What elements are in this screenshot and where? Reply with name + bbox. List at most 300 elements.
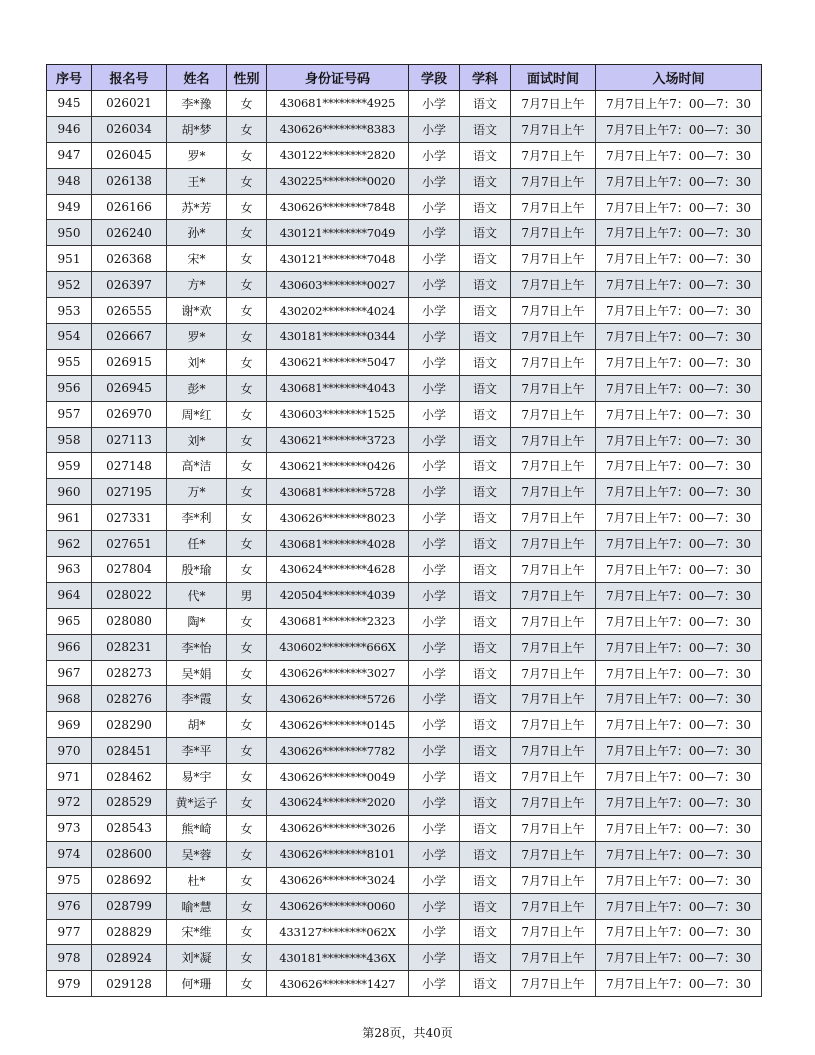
cell-subject: 语文	[460, 91, 511, 117]
cell-gender: 女	[227, 686, 267, 712]
cell-interview-time: 7月7日上午	[511, 764, 596, 790]
cell-subject: 语文	[460, 531, 511, 557]
cell-stage: 小学	[409, 531, 460, 557]
cell-subject: 语文	[460, 349, 511, 375]
cell-name: 刘*凝	[167, 945, 227, 971]
cell-interview-time: 7月7日上午	[511, 91, 596, 117]
cell-subject: 语文	[460, 582, 511, 608]
cell-entry-time: 7月7日上午7：00—7：30	[596, 608, 762, 634]
cell-stage: 小学	[409, 582, 460, 608]
cell-reg-no: 028022	[92, 582, 167, 608]
cell-name: 宋*	[167, 246, 227, 272]
cell-seq: 955	[47, 349, 92, 375]
cell-seq: 951	[47, 246, 92, 272]
cell-subject: 语文	[460, 453, 511, 479]
cell-name: 苏*芳	[167, 194, 227, 220]
cell-name: 喻*慧	[167, 893, 227, 919]
cell-id-number: 430621********0426	[267, 453, 409, 479]
cell-id-number: 430624********4628	[267, 557, 409, 583]
cell-seq: 979	[47, 971, 92, 997]
cell-reg-no: 026138	[92, 168, 167, 194]
cell-reg-no: 028451	[92, 738, 167, 764]
cell-id-number: 430626********8383	[267, 116, 409, 142]
cell-seq: 956	[47, 375, 92, 401]
cell-id-number: 430603********0027	[267, 272, 409, 298]
cell-seq: 949	[47, 194, 92, 220]
cell-name: 彭*	[167, 375, 227, 401]
cell-reg-no: 026368	[92, 246, 167, 272]
cell-interview-time: 7月7日上午	[511, 479, 596, 505]
table-row	[47, 427, 762, 453]
cell-name: 胡*梦	[167, 116, 227, 142]
cell-interview-time: 7月7日上午	[511, 867, 596, 893]
cell-interview-time: 7月7日上午	[511, 582, 596, 608]
cell-seq: 977	[47, 919, 92, 945]
cell-entry-time: 7月7日上午7：00—7：30	[596, 790, 762, 816]
cell-gender: 女	[227, 841, 267, 867]
cell-seq: 963	[47, 557, 92, 583]
cell-id-number: 430626********3027	[267, 660, 409, 686]
cell-name: 方*	[167, 272, 227, 298]
cell-stage: 小学	[409, 453, 460, 479]
cell-name: 王*	[167, 168, 227, 194]
cell-stage: 小学	[409, 220, 460, 246]
cell-name: 刘*	[167, 349, 227, 375]
cell-interview-time: 7月7日上午	[511, 841, 596, 867]
cell-gender: 女	[227, 712, 267, 738]
cell-subject: 语文	[460, 686, 511, 712]
table-row	[47, 505, 762, 531]
cell-seq: 952	[47, 272, 92, 298]
cell-seq: 953	[47, 298, 92, 324]
table-row	[47, 712, 762, 738]
cell-id-number: 430122********2820	[267, 142, 409, 168]
cell-id-number: 433127********062X	[267, 919, 409, 945]
header-interview-time: 面试时间	[511, 65, 596, 91]
cell-entry-time: 7月7日上午7：00—7：30	[596, 764, 762, 790]
cell-subject: 语文	[460, 660, 511, 686]
table-row	[47, 945, 762, 971]
cell-reg-no: 026166	[92, 194, 167, 220]
table-row	[47, 349, 762, 375]
cell-id-number: 430624********2020	[267, 790, 409, 816]
cell-gender: 女	[227, 427, 267, 453]
page-footer: 第28页，共40页	[362, 1026, 453, 1040]
cell-gender: 女	[227, 142, 267, 168]
cell-seq: 970	[47, 738, 92, 764]
cell-subject: 语文	[460, 893, 511, 919]
cell-interview-time: 7月7日上午	[511, 686, 596, 712]
cell-reg-no: 026915	[92, 349, 167, 375]
cell-gender: 女	[227, 298, 267, 324]
cell-subject: 语文	[460, 220, 511, 246]
cell-id-number: 430681********4925	[267, 91, 409, 117]
cell-subject: 语文	[460, 815, 511, 841]
cell-stage: 小学	[409, 272, 460, 298]
cell-name: 孙*	[167, 220, 227, 246]
cell-id-number: 430202********4024	[267, 298, 409, 324]
table-row	[47, 971, 762, 997]
cell-entry-time: 7月7日上午7：00—7：30	[596, 919, 762, 945]
cell-id-number: 430621********3723	[267, 427, 409, 453]
cell-reg-no: 027113	[92, 427, 167, 453]
cell-entry-time: 7月7日上午7：00—7：30	[596, 375, 762, 401]
cell-reg-no: 026667	[92, 324, 167, 350]
cell-id-number: 430626********5726	[267, 686, 409, 712]
cell-stage: 小学	[409, 945, 460, 971]
cell-interview-time: 7月7日上午	[511, 194, 596, 220]
cell-reg-no: 028600	[92, 841, 167, 867]
cell-name: 高*洁	[167, 453, 227, 479]
cell-interview-time: 7月7日上午	[511, 401, 596, 427]
cell-stage: 小学	[409, 867, 460, 893]
cell-name: 谢*欢	[167, 298, 227, 324]
cell-stage: 小学	[409, 815, 460, 841]
cell-id-number: 430626********3024	[267, 867, 409, 893]
table-row	[47, 298, 762, 324]
cell-subject: 语文	[460, 401, 511, 427]
cell-id-number: 430225********0020	[267, 168, 409, 194]
cell-subject: 语文	[460, 738, 511, 764]
cell-subject: 语文	[460, 505, 511, 531]
cell-name: 吴*蓉	[167, 841, 227, 867]
cell-reg-no: 028462	[92, 764, 167, 790]
table-row	[47, 841, 762, 867]
cell-id-number: 430626********8023	[267, 505, 409, 531]
cell-reg-no: 026555	[92, 298, 167, 324]
cell-reg-no: 028290	[92, 712, 167, 738]
cell-interview-time: 7月7日上午	[511, 298, 596, 324]
cell-gender: 女	[227, 479, 267, 505]
cell-id-number: 430602********666X	[267, 634, 409, 660]
cell-name: 杜*	[167, 867, 227, 893]
cell-entry-time: 7月7日上午7：00—7：30	[596, 194, 762, 220]
table-row	[47, 142, 762, 168]
cell-stage: 小学	[409, 427, 460, 453]
cell-reg-no: 026021	[92, 91, 167, 117]
cell-interview-time: 7月7日上午	[511, 505, 596, 531]
cell-seq: 960	[47, 479, 92, 505]
cell-gender: 女	[227, 738, 267, 764]
table-row	[47, 479, 762, 505]
cell-reg-no: 026240	[92, 220, 167, 246]
cell-interview-time: 7月7日上午	[511, 116, 596, 142]
cell-reg-no: 028924	[92, 945, 167, 971]
cell-subject: 语文	[460, 142, 511, 168]
header-name: 姓名	[167, 65, 227, 91]
cell-subject: 语文	[460, 919, 511, 945]
cell-reg-no: 026034	[92, 116, 167, 142]
cell-name: 李*霞	[167, 686, 227, 712]
cell-reg-no: 027148	[92, 453, 167, 479]
cell-seq: 957	[47, 401, 92, 427]
table-row	[47, 557, 762, 583]
cell-entry-time: 7月7日上午7：00—7：30	[596, 453, 762, 479]
cell-seq: 966	[47, 634, 92, 660]
cell-stage: 小学	[409, 557, 460, 583]
cell-gender: 女	[227, 453, 267, 479]
cell-gender: 女	[227, 919, 267, 945]
cell-entry-time: 7月7日上午7：00—7：30	[596, 116, 762, 142]
cell-gender: 女	[227, 272, 267, 298]
cell-gender: 女	[227, 505, 267, 531]
cell-interview-time: 7月7日上午	[511, 634, 596, 660]
cell-name: 黄*运子	[167, 790, 227, 816]
cell-seq: 945	[47, 91, 92, 117]
cell-name: 吴*娟	[167, 660, 227, 686]
table-row	[47, 608, 762, 634]
cell-id-number: 430603********1525	[267, 401, 409, 427]
cell-id-number: 430121********7048	[267, 246, 409, 272]
cell-id-number: 430626********3026	[267, 815, 409, 841]
cell-reg-no: 028799	[92, 893, 167, 919]
cell-reg-no: 028543	[92, 815, 167, 841]
cell-reg-no: 027804	[92, 557, 167, 583]
cell-seq: 948	[47, 168, 92, 194]
cell-stage: 小学	[409, 608, 460, 634]
cell-subject: 语文	[460, 841, 511, 867]
cell-entry-time: 7月7日上午7：00—7：30	[596, 91, 762, 117]
cell-gender: 女	[227, 531, 267, 557]
cell-stage: 小学	[409, 919, 460, 945]
cell-reg-no: 028529	[92, 790, 167, 816]
cell-name: 李*豫	[167, 91, 227, 117]
cell-interview-time: 7月7日上午	[511, 168, 596, 194]
cell-seq: 972	[47, 790, 92, 816]
cell-gender: 女	[227, 815, 267, 841]
cell-name: 罗*	[167, 142, 227, 168]
header-id-number: 身份证号码	[267, 65, 409, 91]
table-row	[47, 764, 762, 790]
cell-entry-time: 7月7日上午7：00—7：30	[596, 841, 762, 867]
cell-reg-no: 026397	[92, 272, 167, 298]
cell-subject: 语文	[460, 712, 511, 738]
table-row	[47, 401, 762, 427]
cell-reg-no: 028080	[92, 608, 167, 634]
header-gender: 性别	[227, 65, 267, 91]
cell-seq: 975	[47, 867, 92, 893]
cell-interview-time: 7月7日上午	[511, 608, 596, 634]
cell-name: 殷*瑜	[167, 557, 227, 583]
cell-reg-no: 029128	[92, 971, 167, 997]
cell-entry-time: 7月7日上午7：00—7：30	[596, 401, 762, 427]
cell-id-number: 430626********8101	[267, 841, 409, 867]
cell-gender: 女	[227, 557, 267, 583]
table-row	[47, 582, 762, 608]
cell-interview-time: 7月7日上午	[511, 790, 596, 816]
cell-interview-time: 7月7日上午	[511, 324, 596, 350]
cell-name: 李*利	[167, 505, 227, 531]
cell-name: 李*怡	[167, 634, 227, 660]
table-row	[47, 738, 762, 764]
cell-seq: 965	[47, 608, 92, 634]
cell-subject: 语文	[460, 608, 511, 634]
cell-interview-time: 7月7日上午	[511, 142, 596, 168]
cell-subject: 语文	[460, 272, 511, 298]
cell-gender: 女	[227, 375, 267, 401]
cell-stage: 小学	[409, 893, 460, 919]
cell-subject: 语文	[460, 375, 511, 401]
cell-interview-time: 7月7日上午	[511, 893, 596, 919]
cell-stage: 小学	[409, 479, 460, 505]
cell-subject: 语文	[460, 168, 511, 194]
cell-stage: 小学	[409, 168, 460, 194]
cell-interview-time: 7月7日上午	[511, 375, 596, 401]
table-row	[47, 116, 762, 142]
table-row	[47, 893, 762, 919]
cell-id-number: 430681********5728	[267, 479, 409, 505]
cell-seq: 976	[47, 893, 92, 919]
cell-seq: 978	[47, 945, 92, 971]
cell-id-number: 430626********7848	[267, 194, 409, 220]
cell-stage: 小学	[409, 660, 460, 686]
table-row	[47, 220, 762, 246]
cell-name: 罗*	[167, 324, 227, 350]
cell-subject: 语文	[460, 194, 511, 220]
cell-name: 代*	[167, 582, 227, 608]
table-row	[47, 168, 762, 194]
cell-interview-time: 7月7日上午	[511, 919, 596, 945]
cell-gender: 女	[227, 194, 267, 220]
table-row	[47, 324, 762, 350]
cell-gender: 女	[227, 608, 267, 634]
cell-id-number: 430626********0060	[267, 893, 409, 919]
cell-reg-no: 027331	[92, 505, 167, 531]
cell-name: 宋*维	[167, 919, 227, 945]
table-row	[47, 660, 762, 686]
cell-gender: 女	[227, 349, 267, 375]
cell-seq: 969	[47, 712, 92, 738]
cell-reg-no: 027195	[92, 479, 167, 505]
cell-stage: 小学	[409, 634, 460, 660]
cell-seq: 958	[47, 427, 92, 453]
cell-subject: 语文	[460, 324, 511, 350]
cell-entry-time: 7月7日上午7：00—7：30	[596, 324, 762, 350]
cell-reg-no: 028692	[92, 867, 167, 893]
cell-entry-time: 7月7日上午7：00—7：30	[596, 246, 762, 272]
cell-gender: 女	[227, 634, 267, 660]
cell-entry-time: 7月7日上午7：00—7：30	[596, 479, 762, 505]
cell-seq: 947	[47, 142, 92, 168]
cell-stage: 小学	[409, 841, 460, 867]
cell-name: 何*珊	[167, 971, 227, 997]
cell-gender: 女	[227, 660, 267, 686]
cell-entry-time: 7月7日上午7：00—7：30	[596, 220, 762, 246]
cell-interview-time: 7月7日上午	[511, 531, 596, 557]
cell-name: 周*红	[167, 401, 227, 427]
cell-interview-time: 7月7日上午	[511, 738, 596, 764]
table-row	[47, 686, 762, 712]
cell-gender: 女	[227, 168, 267, 194]
cell-subject: 语文	[460, 298, 511, 324]
cell-subject: 语文	[460, 945, 511, 971]
cell-stage: 小学	[409, 349, 460, 375]
cell-seq: 946	[47, 116, 92, 142]
cell-name: 陶*	[167, 608, 227, 634]
cell-reg-no: 028276	[92, 686, 167, 712]
cell-stage: 小学	[409, 505, 460, 531]
table-row	[47, 375, 762, 401]
cell-stage: 小学	[409, 194, 460, 220]
cell-stage: 小学	[409, 738, 460, 764]
cell-interview-time: 7月7日上午	[511, 220, 596, 246]
cell-seq: 954	[47, 324, 92, 350]
cell-interview-time: 7月7日上午	[511, 453, 596, 479]
cell-subject: 语文	[460, 116, 511, 142]
cell-subject: 语文	[460, 790, 511, 816]
cell-entry-time: 7月7日上午7：00—7：30	[596, 531, 762, 557]
cell-seq: 962	[47, 531, 92, 557]
cell-name: 胡*	[167, 712, 227, 738]
table-row	[47, 531, 762, 557]
cell-entry-time: 7月7日上午7：00—7：30	[596, 298, 762, 324]
cell-gender: 女	[227, 220, 267, 246]
cell-gender: 女	[227, 324, 267, 350]
cell-stage: 小学	[409, 971, 460, 997]
cell-subject: 语文	[460, 634, 511, 660]
cell-gender: 男	[227, 582, 267, 608]
cell-gender: 女	[227, 91, 267, 117]
cell-subject: 语文	[460, 427, 511, 453]
table-row	[47, 272, 762, 298]
table-row	[47, 453, 762, 479]
cell-seq: 961	[47, 505, 92, 531]
cell-entry-time: 7月7日上午7：00—7：30	[596, 634, 762, 660]
cell-stage: 小学	[409, 142, 460, 168]
cell-interview-time: 7月7日上午	[511, 815, 596, 841]
cell-entry-time: 7月7日上午7：00—7：30	[596, 815, 762, 841]
table-row	[47, 91, 762, 117]
cell-gender: 女	[227, 401, 267, 427]
cell-entry-time: 7月7日上午7：00—7：30	[596, 272, 762, 298]
cell-stage: 小学	[409, 764, 460, 790]
cell-entry-time: 7月7日上午7：00—7：30	[596, 893, 762, 919]
cell-id-number: 430121********7049	[267, 220, 409, 246]
cell-entry-time: 7月7日上午7：00—7：30	[596, 168, 762, 194]
cell-reg-no: 026045	[92, 142, 167, 168]
cell-entry-time: 7月7日上午7：00—7：30	[596, 867, 762, 893]
table-row	[47, 815, 762, 841]
cell-reg-no: 028829	[92, 919, 167, 945]
cell-entry-time: 7月7日上午7：00—7：30	[596, 686, 762, 712]
cell-id-number: 430181********0344	[267, 324, 409, 350]
cell-interview-time: 7月7日上午	[511, 427, 596, 453]
cell-entry-time: 7月7日上午7：00—7：30	[596, 738, 762, 764]
cell-id-number: 430626********1427	[267, 971, 409, 997]
cell-seq: 967	[47, 660, 92, 686]
cell-reg-no: 027651	[92, 531, 167, 557]
cell-gender: 女	[227, 246, 267, 272]
header-reg-no: 报名号	[92, 65, 167, 91]
cell-stage: 小学	[409, 116, 460, 142]
cell-name: 熊*崎	[167, 815, 227, 841]
header-stage: 学段	[409, 65, 460, 91]
cell-reg-no: 026970	[92, 401, 167, 427]
cell-interview-time: 7月7日上午	[511, 246, 596, 272]
cell-seq: 950	[47, 220, 92, 246]
table-row	[47, 634, 762, 660]
cell-gender: 女	[227, 764, 267, 790]
cell-entry-time: 7月7日上午7：00—7：30	[596, 142, 762, 168]
cell-entry-time: 7月7日上午7：00—7：30	[596, 971, 762, 997]
cell-interview-time: 7月7日上午	[511, 971, 596, 997]
cell-entry-time: 7月7日上午7：00—7：30	[596, 557, 762, 583]
cell-gender: 女	[227, 893, 267, 919]
cell-stage: 小学	[409, 686, 460, 712]
cell-entry-time: 7月7日上午7：00—7：30	[596, 660, 762, 686]
cell-interview-time: 7月7日上午	[511, 660, 596, 686]
table-body	[47, 91, 762, 997]
